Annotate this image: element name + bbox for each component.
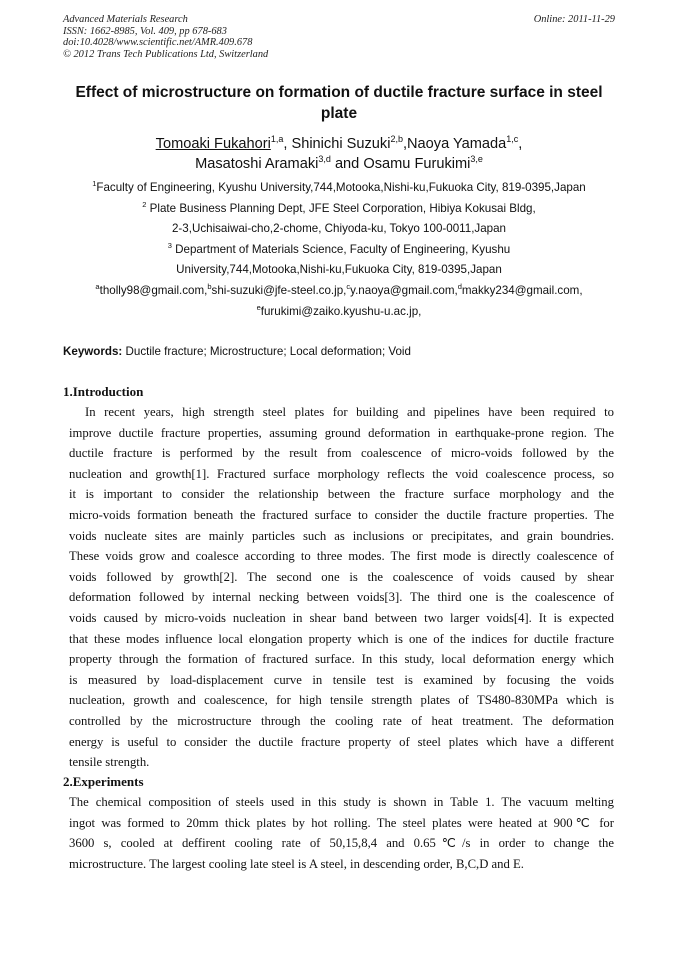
text-line: micro-voids formation beneath the fractured surface to consider the ductile fracture properties. The — [69, 507, 614, 522]
author-name: Tomoaki Fukahori — [155, 136, 271, 152]
email-address[interactable]: y.naoya@gmail.com, — [350, 283, 458, 297]
email-address[interactable]: tholly98@gmail.com, — [99, 283, 208, 297]
author-superscript: 3,d — [318, 154, 331, 164]
copyright-line: © 2012 Trans Tech Publications Ltd, Switzerland — [63, 48, 269, 60]
text-line: deformation followed by internal necking between voids[3]. The third one is the coalescence of — [69, 590, 614, 605]
section-heading-experiments: 2.Experiments — [63, 774, 144, 789]
text-line: The chemical composition of steels used in this study is shown in Table 1. The vacuum melting — [69, 795, 614, 809]
text-line: voids followed by growth[2]. The second one is the coalescence of voids caused by shear — [69, 569, 614, 584]
section-heading-introduction: 1.Introduction — [63, 384, 144, 399]
affiliation-line: University,744,Motooka,Nishi-ku,Fukuoka City, 819-0395,Japan — [176, 263, 502, 277]
affiliation-line: $^2$ Plate Business Planning Dept, JFE Steel Corporation, Hibiya Kokusai Bldg, — [142, 199, 536, 215]
author-line — [62, 154, 616, 174]
text-line: improve ductile fracture properties, assuming ground deformation in earthquake-prone region. The — [69, 425, 614, 440]
text-line: voids nucleate sites are mainly particles such as inclusions or precipitates, and grain boundries. — [69, 528, 614, 543]
text-line: 3600 s, cooled at deffirent cooling rate of 50,15,8,4 and 0.65℃/s in order to change the — [69, 836, 614, 851]
affiliation-superscript: 2 — [142, 199, 147, 209]
title-line: plate — [320, 105, 358, 122]
email-address[interactable]: makky234@gmail.com, — [461, 283, 583, 297]
text-line: tensile strength. — [69, 755, 150, 770]
keywords-label: Keywords: — [63, 345, 123, 358]
paper-title — [62, 82, 616, 124]
text-line: is measured by load-displacement curve in tensile test is examined by focusing the voids — [69, 672, 614, 687]
text-line: ductile fracture is performed by the result from coalescence of micro-voids followed by the — [69, 446, 614, 461]
publication-header — [63, 14, 615, 60]
title-line: Effect of microstructure on formation of ductile fracture surface in steel — [75, 84, 603, 101]
email-address[interactable]: shi-suzuki@jfe-steel.co.jp, — [211, 283, 347, 297]
author-separator: , — [283, 136, 292, 152]
text-line: energy is useful to consider the ductile fracture property of steel plates which have a different — [69, 734, 614, 749]
email-line: $^e$furukimi@zaiko.kyushu-u.ac.jp, — [256, 302, 422, 318]
author-superscript: 1,c — [506, 134, 519, 144]
text-line: property through the formation of fractured surface. In this study, local deformation energy which — [69, 652, 614, 667]
author-separator: , — [402, 136, 408, 152]
journal-name: Advanced Materials Research — [63, 14, 188, 25]
author-name: Osamu Furukimi — [363, 156, 471, 172]
author-superscript: 3,e — [470, 154, 483, 164]
author-name: Naoya Yamada — [407, 136, 507, 152]
author-name: Masatoshi Aramaki — [195, 156, 319, 172]
author-list — [62, 134, 616, 174]
text-line: voids caused by micro-voids nucleation in shear band between two larger voids[4]. It is expected — [69, 610, 614, 625]
introduction-body — [69, 402, 614, 773]
text-line: These voids grow and coalesce according to three modes. The first mode is directly coalescence of — [69, 549, 614, 564]
affiliation-line: $^1$Faculty of Engineering, Kyushu University,744,Motooka,Nishi-ku,Fukuoka City, 819-0395,Japan — [92, 179, 586, 194]
text-line: nucleation and growth[1]. Fractured surface morphology reflects the void coalescence process, so — [69, 466, 614, 481]
text-line: controlled by the microstructure through the cooling rate of heat treatment. The deformation — [69, 713, 614, 728]
author-separator: , — [518, 136, 523, 152]
issn-line: ISSN: 1662-8985, Vol. 409, pp 678-683 — [63, 25, 227, 37]
experiments-body — [69, 792, 614, 874]
text-line: microstructure. The largest cooling late steel is A steel, in descending order, B,C,D and E. — [69, 856, 524, 871]
affiliation-line: 2-3,Uchisaiwai-cho,2-chome, Chiyoda-ku, Tokyo 100-0011,Japan — [171, 222, 507, 236]
text-line: that these modes influence local elongation property which is one of the indices for ductile fracture — [69, 631, 614, 646]
keywords-text: Ductile fracture; Microstructure; Local deformation; Void — [122, 345, 411, 358]
text-line: nucleation, growth and coalescence, for high tensile strength plates of TS480-830MPa which is — [69, 693, 614, 708]
text-line: it is important to consider the relationship between the fracture surface morphology and the — [69, 487, 614, 502]
text-line: ingot was formed to 20mm thick plates by hot rolling. The steel plates were heated at 900℃ for — [69, 815, 614, 830]
author-separator: and — [330, 156, 364, 172]
doi-line: doi:10.4028/www.scientific.net/AMR.409.678 — [63, 37, 253, 49]
email-line: $^a$tholly98@gmail.com,$^b$shi-suzuki@jfe-steel.co.jp,$^c$y.naoya@gmail.com,$^d$makky234@gmail.com, — [95, 281, 583, 297]
author-name: Shinichi Suzuki — [291, 136, 391, 152]
author-superscript: 1,a — [270, 134, 284, 144]
affiliation-superscript: 1 — [92, 179, 97, 188]
affiliations — [62, 178, 616, 322]
author-superscript: 2,b — [390, 134, 403, 144]
affiliation-superscript: 3 — [167, 240, 172, 250]
keywords — [63, 344, 615, 360]
email-address[interactable]: furukimi@zaiko.kyushu-u.ac.jp, — [260, 304, 422, 318]
affiliation-line: $^3$ Department of Materials Science, Faculty of Engineering, Kyushu — [167, 240, 511, 256]
online-date: Online: 2011-11-29 — [533, 14, 615, 25]
text-line: In recent years, high strength steel plates for building and pipelines have been required to — [85, 405, 614, 419]
author-line — [62, 134, 616, 154]
